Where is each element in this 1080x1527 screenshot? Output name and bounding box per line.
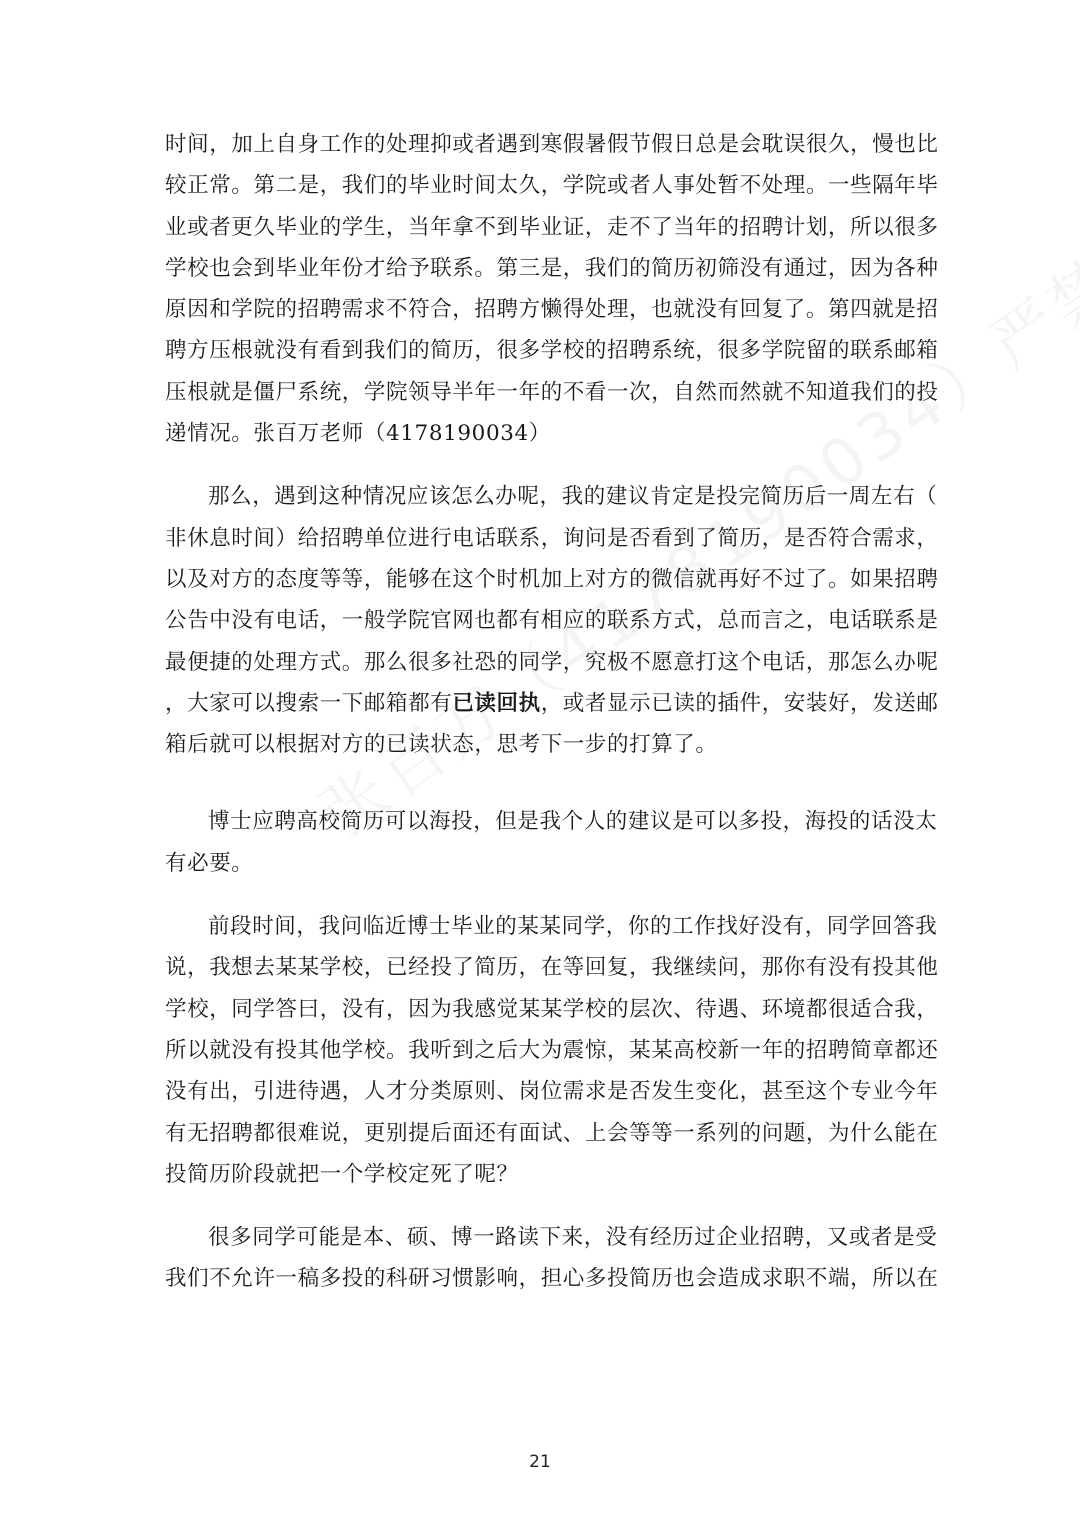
emphasis-read-receipt: 已读回执 — [452, 690, 541, 716]
text-line: 箱后就可以根据对方的已读状态，思考下一步的打算了。 — [165, 732, 718, 758]
text-line: 有必要。 — [165, 850, 254, 876]
text-line: 递情况。张百万老师（4178190034） — [165, 421, 551, 447]
text-line: 前段时间，我问临近博士毕业的某某同学，你的工作找好没有，同学回答我 — [208, 914, 938, 940]
text-line: 很多同学可能是本、硕、博一路读下来，没有经历过企业招聘，又或者是受 — [208, 1225, 938, 1251]
text-line: 聘方压根就没有看到我们的简历，很多学校的招聘系统，很多学院留的联系邮箱 — [165, 338, 939, 364]
text-line: 较正常。第二是，我们的毕业时间太久，学院或者人事处暂不处理。一些隔年毕 — [165, 173, 939, 199]
text-line: 原因和学院的招聘需求不符合，招聘方懒得处理，也就没有回复了。第四就是招 — [165, 297, 939, 323]
paragraph-3 — [165, 801, 938, 884]
page-content — [165, 124, 939, 1300]
text-line: 公告中没有电话，一般学院官网也都有相应的联系方式，总而言之，电话联系是 — [165, 608, 939, 634]
text-line: 学校，同学答曰，没有，因为我感觉某某学校的层次、待遇、环境都很适合我， — [165, 996, 939, 1022]
text-line: 我们不允许一稿多投的科研习惯影响，担心多投简历也会造成求职不端，所以在 — [165, 1266, 939, 1292]
text-line: 那么，遇到这种情况应该怎么办呢，我的建议肯定是投完简历后一周左右（ — [208, 484, 938, 510]
paragraph-1 — [165, 124, 939, 454]
text-line: 最便捷的处理方式。那么很多社恐的同学，究极不愿意打这个电话，那怎么办呢 — [165, 649, 939, 675]
text-line: 业或者更久毕业的学生，当年拿不到毕业证，走不了当年的招聘计划，所以很多 — [165, 214, 939, 240]
text-line: 非休息时间）给招聘单位进行电话联系，询问是否看到了简历，是否符合需求， — [165, 525, 939, 551]
text-line: 投简历阶段就把一个学校定死了呢？ — [165, 1161, 519, 1187]
text-line: 时间，加上自身工作的处理抑或者遇到寒假暑假节假日总是会耽误很久，慢也比 — [165, 132, 939, 157]
text-line: 压根就是僵尸系统，学院领导半年一年的不看一次，自然而然就不知道我们的投 — [165, 379, 939, 405]
text-line: 以及对方的态度等等，能够在这个时机加上对方的微信就再好不过了。如果招聘 — [165, 566, 939, 592]
text-line: 所以就没有投其他学校。我听到之后大为震惊，某某高校新一年的招聘简章都还 — [165, 1037, 939, 1063]
text-segment: ，或者显示已读的插件，安装好，发送邮 — [540, 690, 939, 716]
text-line-with-emphasis — [165, 683, 939, 724]
text-line: 有无招聘都很难说，更别提后面还有面试、上会等等一系列的问题，为什么能在 — [165, 1120, 939, 1146]
paragraph-2 — [165, 476, 939, 765]
text-line: 博士应聘高校简历可以海投，但是我个人的建议是可以多投，海投的话没太 — [208, 809, 938, 835]
text-segment: ，大家可以搜索一下邮箱都有 — [165, 690, 453, 716]
text-line: 学校也会到毕业年份才给予联系。第三是，我们的简历初筛没有通过，因为各种 — [165, 255, 939, 281]
text-line: 说，我想去某某学校，已经投了简历，在等回复，我继续问，那你有没有投其他 — [165, 955, 939, 981]
paragraph-5 — [165, 1217, 939, 1300]
paragraph-4 — [165, 906, 939, 1195]
page-number: 21 — [529, 1452, 551, 1472]
text-line: 没有出，引进待遇，人才分类原则、岗位需求是否发生变化，甚至这个专业今年 — [165, 1079, 939, 1105]
